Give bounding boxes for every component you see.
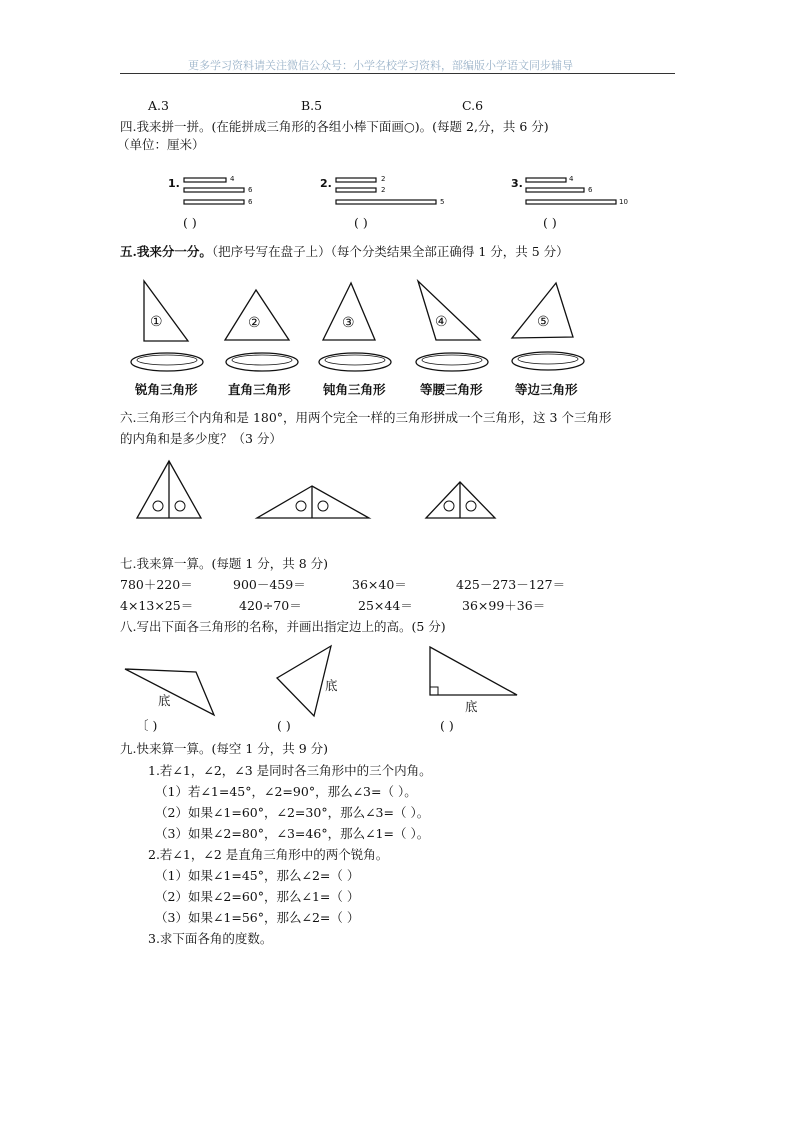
q6-line2: 的内角和是多少度？（3 分） bbox=[120, 431, 282, 446]
triangle-2-number: ② bbox=[248, 315, 261, 331]
stick-2c-length: 5 bbox=[440, 198, 445, 206]
option-a: A.3 bbox=[148, 98, 169, 113]
stick-group-1-label: 1. bbox=[168, 177, 180, 190]
stick-group-2-label: 2. bbox=[320, 177, 332, 190]
q4-title: 四.我来拼一拼。(在能拼成三角形的各组小棒下面画○)。(每题 2,分，共 6 分) bbox=[120, 119, 549, 134]
q9-part2-item2: （2）如果∠2=60°，那么∠1=（ ） bbox=[155, 889, 360, 904]
obtuse-base-label: 底 bbox=[158, 693, 171, 708]
triangle-3-number: ③ bbox=[342, 315, 355, 331]
q4-unit: （单位：厘米） bbox=[117, 137, 205, 152]
acute-base-label: 底 bbox=[325, 678, 338, 693]
stick-1c-length: 6 bbox=[248, 198, 253, 206]
stick-group-3-label: 3. bbox=[511, 177, 523, 190]
q9-part1: 1.若∠1，∠2，∠3 是同时各三角形中的三个内角。 bbox=[148, 763, 432, 778]
calc-4: 425－273－127＝ bbox=[456, 577, 566, 592]
stick-1a-length: 4 bbox=[230, 175, 235, 183]
calc-1: 780＋220＝ bbox=[120, 577, 193, 592]
q5-title-bold: 五.我来分一分。 bbox=[120, 244, 212, 259]
q8-answer-2: ( ) bbox=[277, 718, 291, 733]
q6-line1: 六.三角形三个内角和是 180°，用两个完全一样的三角形拼成一个三角形，这 3 个三角形 bbox=[120, 410, 612, 425]
q9-part2: 2.若∠1，∠2 是直角三角形中的两个锐角。 bbox=[148, 847, 389, 862]
stick-2a-length: 2 bbox=[381, 175, 386, 183]
stick-group-1-answer: ( ) bbox=[183, 215, 197, 230]
q9-part1-item3: （3）如果∠2=80°，∠3=46°，那么∠1=（ ）。 bbox=[155, 826, 430, 841]
triangle-1-number: ① bbox=[150, 314, 163, 330]
right-triangle bbox=[430, 647, 517, 695]
q8-answer-3: ( ) bbox=[440, 718, 454, 733]
option-b: B.5 bbox=[301, 98, 323, 113]
category-equilateral: 等边三角形 bbox=[515, 382, 578, 397]
stick-3b-length: 6 bbox=[588, 186, 593, 194]
q8-title: 八.写出下面各三角形的名称，并画出指定边上的高。(5 分) bbox=[120, 619, 446, 634]
calc-2: 900－459＝ bbox=[233, 577, 306, 592]
stick-group-3-answer: ( ) bbox=[543, 215, 557, 230]
option-c: C.6 bbox=[462, 98, 484, 113]
calc-7: 25×44＝ bbox=[358, 598, 413, 613]
q9-title: 九.快来算一算。(每空 1 分，共 9 分) bbox=[120, 741, 329, 756]
calc-3: 36×40＝ bbox=[352, 577, 407, 592]
q9-part3: 3.求下面各角的度数。 bbox=[148, 931, 273, 946]
q5-title-rest: （把序号写在盘子上）（每个分类结果全部正确得 1 分，共 5 分） bbox=[211, 244, 569, 259]
category-isosceles: 等腰三角形 bbox=[420, 382, 483, 397]
calc-8: 36×99＋36＝ bbox=[462, 598, 546, 613]
triangle-5-number: ⑤ bbox=[537, 314, 550, 330]
stick-3a-length: 4 bbox=[569, 175, 574, 183]
triangle-4-number: ④ bbox=[435, 314, 448, 330]
calc-6: 420÷70＝ bbox=[239, 598, 302, 613]
category-right: 直角三角形 bbox=[228, 382, 291, 397]
q9-part1-item2: （2）如果∠1=60°，∠2=30°，那么∠3=（ ）。 bbox=[155, 805, 430, 820]
q9-part2-item3: （3）如果∠1=56°，那么∠2=（ ） bbox=[155, 910, 360, 925]
q8-answer-1: 〔 ) bbox=[136, 718, 158, 733]
stick-2b-length: 2 bbox=[381, 186, 386, 194]
calc-5: 4×13×25＝ bbox=[120, 598, 194, 613]
q9-part2-item1: （1）如果∠1=45°，那么∠2=（ ） bbox=[155, 868, 360, 883]
stick-3c-length: 10 bbox=[619, 198, 628, 206]
acute-triangle bbox=[277, 646, 331, 716]
page-header-note: 更多学习资料请关注微信公众号：小学名校学习资料，部编版小学语文同步辅导 bbox=[188, 59, 573, 72]
stick-group-2-answer: ( ) bbox=[354, 215, 368, 230]
category-obtuse: 钝角三角形 bbox=[323, 382, 386, 397]
stick-1b-length: 6 bbox=[248, 186, 253, 194]
q9-part1-item1: （1）若∠1=45°，∠2=90°，那么∠3=（ ）。 bbox=[155, 784, 417, 799]
category-acute: 锐角三角形 bbox=[135, 382, 198, 397]
right-base-label: 底 bbox=[465, 699, 478, 714]
q7-title: 七.我来算一算。(每题 1 分，共 8 分) bbox=[120, 556, 329, 571]
